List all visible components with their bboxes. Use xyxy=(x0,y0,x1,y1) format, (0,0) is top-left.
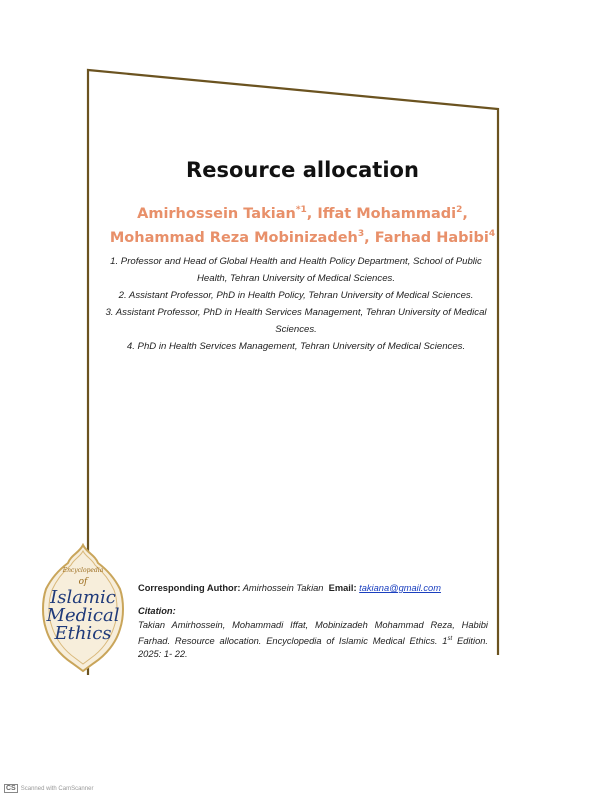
author-list xyxy=(90,200,515,248)
author-mark: 2 xyxy=(456,205,463,215)
author-separator: , xyxy=(364,229,375,246)
email-link[interactable]: takiana@gmail.com xyxy=(359,583,441,593)
document-title: Resource allocation xyxy=(186,158,419,182)
camscanner-icon: CS xyxy=(6,785,16,792)
citation-body-end: Edition. 2025: 1- 22. xyxy=(138,635,488,660)
logo-text: Ethics xyxy=(54,623,112,644)
author-mark: 4 xyxy=(488,228,496,239)
corresponding-author xyxy=(138,583,498,593)
scanner-watermark xyxy=(4,784,93,793)
affiliation-list xyxy=(98,253,494,355)
author-name: Amirhossein Takian xyxy=(137,205,296,222)
logo-text: Encyclopedia xyxy=(62,567,104,574)
author-name: Mohammad Reza Mobinizadeh xyxy=(109,229,358,246)
citation-label: Citation: xyxy=(138,606,176,616)
citation-body: Takian Amirhossein, Mohammadi Iffat, Mobinizadeh Mohammad Reza, Habibi Farhad. Resource allocation. Encyclopedia of Islamic Medical Ethics. 1 xyxy=(138,620,488,646)
logo-text: Islamic xyxy=(50,587,116,608)
citation-text xyxy=(138,619,488,662)
logo-text: Medical xyxy=(46,605,120,626)
corresponding-label: Corresponding Author: xyxy=(138,583,241,593)
author-mark: 3 xyxy=(357,228,365,239)
author-separator: , xyxy=(462,205,468,222)
corresponding-name: Amirhossein Takian xyxy=(242,583,324,593)
author-name: Iffat Mohammadi xyxy=(317,205,457,222)
logo-text: of xyxy=(78,577,88,587)
affiliation-item: 1. Professor and Head of Global Health and Health Policy Department, School of Public Health, Tehran University of Medical Sciences. xyxy=(110,256,482,284)
affiliation-item: 4. PhD in Health Services Management, Tehran University of Medical Sciences. xyxy=(126,341,466,352)
author-name: Farhad Habibi xyxy=(374,229,489,246)
watermark-text: Scanned with CamScanner xyxy=(20,785,94,792)
author-separator: , xyxy=(306,205,318,222)
author-mark: *1 xyxy=(295,205,307,215)
affiliation-item: 2. Assistant Professor, PhD in Health Policy, Tehran University of Medical Sciences. xyxy=(118,290,474,301)
email-label: Email: xyxy=(328,583,357,593)
affiliation-item: 3. Assistant Professor, PhD in Health Services Management, Tehran University of Medical Sciences. xyxy=(105,307,487,335)
citation-ordinal: st xyxy=(447,635,453,642)
